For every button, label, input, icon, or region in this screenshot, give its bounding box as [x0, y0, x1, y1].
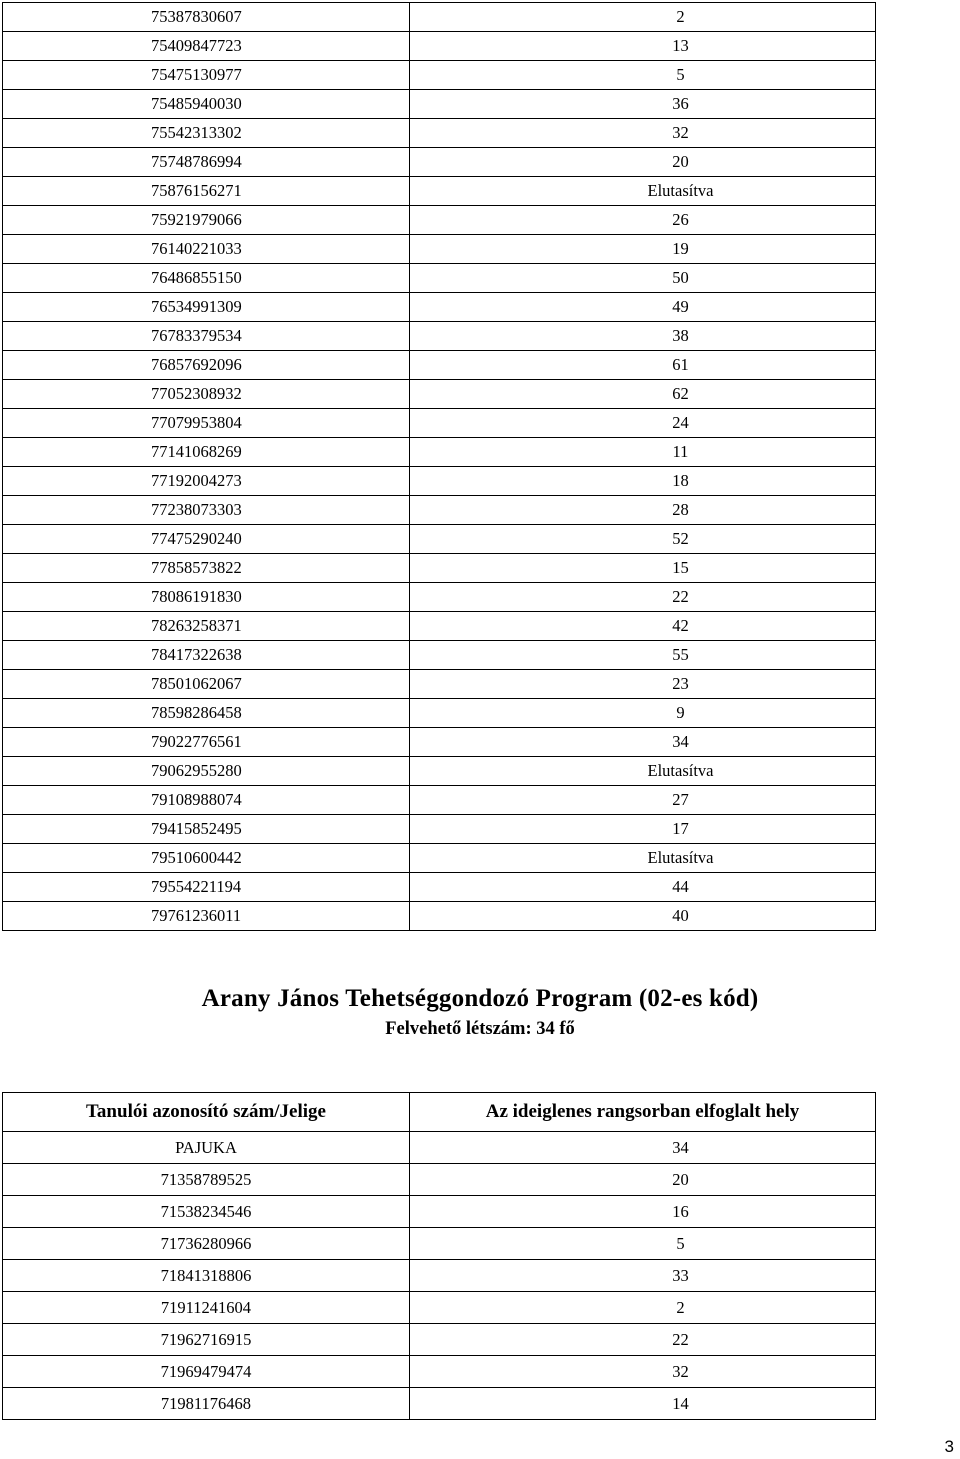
- table-row: [3, 235, 876, 264]
- table-row: [3, 1164, 876, 1196]
- table-row: [3, 728, 876, 757]
- ranking-table-body: [3, 1132, 876, 1420]
- student-id-cell: 77192004273: [3, 467, 410, 496]
- student-id-cell: PAJUKA: [3, 1132, 410, 1164]
- student-id-cell: 79022776561: [3, 728, 410, 757]
- table-row: [3, 293, 876, 322]
- page-number: 3: [944, 1437, 954, 1456]
- student-id-cell: 75876156271: [3, 177, 410, 206]
- table-row: [3, 1324, 876, 1356]
- rank-cell: Elutasítva: [410, 177, 876, 206]
- rank-cell: 24: [410, 409, 876, 438]
- rank-cell: 44: [410, 873, 876, 902]
- student-id-cell: 79554221194: [3, 873, 410, 902]
- rank-cell: 26: [410, 206, 876, 235]
- student-id-cell: 77238073303: [3, 496, 410, 525]
- rank-cell: 42: [410, 612, 876, 641]
- student-id-cell: 76783379534: [3, 322, 410, 351]
- rank-cell: 50: [410, 264, 876, 293]
- student-id-cell: 71358789525: [3, 1164, 410, 1196]
- table-row: [3, 90, 876, 119]
- rank-cell: 27: [410, 786, 876, 815]
- table-row: [3, 380, 876, 409]
- table-row: [3, 699, 876, 728]
- rank-cell: 49: [410, 293, 876, 322]
- table-row: [3, 496, 876, 525]
- rank-cell: 32: [410, 119, 876, 148]
- rank-cell: 22: [410, 583, 876, 612]
- student-id-cell: 71911241604: [3, 1292, 410, 1324]
- rank-cell: 2: [410, 1292, 876, 1324]
- rank-cell: 34: [410, 728, 876, 757]
- student-id-cell: 75409847723: [3, 32, 410, 61]
- table-header-row: [3, 1093, 876, 1132]
- student-id-cell: 75921979066: [3, 206, 410, 235]
- student-id-cell: 77079953804: [3, 409, 410, 438]
- rank-cell: 5: [410, 1228, 876, 1260]
- table-row: [3, 1260, 876, 1292]
- student-id-cell: 71969479474: [3, 1356, 410, 1388]
- student-id-cell: 71841318806: [3, 1260, 410, 1292]
- rank-cell: 33: [410, 1260, 876, 1292]
- rank-cell: 40: [410, 902, 876, 931]
- student-id-cell: 71538234546: [3, 1196, 410, 1228]
- table-row: [3, 815, 876, 844]
- table-row: [3, 351, 876, 380]
- table-row: [3, 670, 876, 699]
- table-row: [3, 554, 876, 583]
- table-row: [3, 322, 876, 351]
- table-row: [3, 148, 876, 177]
- table-row: [3, 1356, 876, 1388]
- student-id-cell: 78263258371: [3, 612, 410, 641]
- ranking-table-previous: [2, 2, 876, 931]
- rank-cell: 36: [410, 90, 876, 119]
- rank-cell: 34: [410, 1132, 876, 1164]
- student-id-cell: 77858573822: [3, 554, 410, 583]
- student-id-cell: 71981176468: [3, 1388, 410, 1420]
- student-id-cell: 76140221033: [3, 235, 410, 264]
- rank-cell: 9: [410, 699, 876, 728]
- rank-cell: 55: [410, 641, 876, 670]
- rank-cell: 20: [410, 1164, 876, 1196]
- rank-cell: 20: [410, 148, 876, 177]
- rank-cell: 14: [410, 1388, 876, 1420]
- table-row: [3, 1228, 876, 1260]
- rank-cell: 32: [410, 1356, 876, 1388]
- student-id-cell: 75485940030: [3, 90, 410, 119]
- table-row: [3, 1388, 876, 1420]
- rank-cell: 62: [410, 380, 876, 409]
- table-row: [3, 409, 876, 438]
- student-id-cell: 79415852495: [3, 815, 410, 844]
- student-id-cell: 71736280966: [3, 1228, 410, 1260]
- rank-cell: 19: [410, 235, 876, 264]
- student-id-cell: 77475290240: [3, 525, 410, 554]
- table-row: [3, 1132, 876, 1164]
- rank-cell: 61: [410, 351, 876, 380]
- rank-cell: 22: [410, 1324, 876, 1356]
- student-id-cell: 77052308932: [3, 380, 410, 409]
- student-id-cell: 79108988074: [3, 786, 410, 815]
- rank-cell: 2: [410, 3, 876, 32]
- student-id-cell: 76486855150: [3, 264, 410, 293]
- table-row: [3, 1196, 876, 1228]
- table-row: [3, 119, 876, 148]
- ranking-table-body: [3, 3, 876, 931]
- student-id-cell: 79510600442: [3, 844, 410, 873]
- student-id-cell: 75748786994: [3, 148, 410, 177]
- table-row: [3, 757, 876, 786]
- student-id-cell: 76857692096: [3, 351, 410, 380]
- table-row: [3, 525, 876, 554]
- rank-cell: 18: [410, 467, 876, 496]
- table-row: [3, 3, 876, 32]
- table-row: [3, 177, 876, 206]
- rank-cell: 5: [410, 61, 876, 90]
- ranking-table-arany-janos: [2, 1092, 876, 1420]
- rank-cell: Elutasítva: [410, 757, 876, 786]
- student-id-cell: 79761236011: [3, 902, 410, 931]
- student-id-cell: 78598286458: [3, 699, 410, 728]
- student-id-cell: 77141068269: [3, 438, 410, 467]
- table-row: [3, 873, 876, 902]
- table-row: [3, 32, 876, 61]
- rank-cell: 23: [410, 670, 876, 699]
- table-row: [3, 438, 876, 467]
- student-id-cell: 78501062067: [3, 670, 410, 699]
- student-id-cell: 75542313302: [3, 119, 410, 148]
- table-row: [3, 844, 876, 873]
- rank-cell: 13: [410, 32, 876, 61]
- student-id-cell: 78417322638: [3, 641, 410, 670]
- rank-cell: Elutasítva: [410, 844, 876, 873]
- column-header-student-id: Tanulói azonosító szám/Jelige: [3, 1093, 410, 1132]
- table-row: [3, 467, 876, 496]
- program-title: Arany János Tehetséggondozó Program (02-es kód): [201, 985, 759, 1012]
- table-row: [3, 641, 876, 670]
- table-row: [3, 264, 876, 293]
- student-id-cell: 75387830607: [3, 3, 410, 32]
- rank-cell: 16: [410, 1196, 876, 1228]
- rank-cell: 28: [410, 496, 876, 525]
- student-id-cell: 78086191830: [3, 583, 410, 612]
- rank-cell: 17: [410, 815, 876, 844]
- table-row: [3, 206, 876, 235]
- rank-cell: 11: [410, 438, 876, 467]
- student-id-cell: 71962716915: [3, 1324, 410, 1356]
- table-row: [3, 612, 876, 641]
- rank-cell: 38: [410, 322, 876, 351]
- table-row: [3, 786, 876, 815]
- table-row: [3, 583, 876, 612]
- rank-cell: 15: [410, 554, 876, 583]
- table-row: [3, 902, 876, 931]
- column-header-rank: Az ideiglenes rangsorban elfoglalt hely: [410, 1093, 876, 1132]
- student-id-cell: 75475130977: [3, 61, 410, 90]
- student-id-cell: 76534991309: [3, 293, 410, 322]
- capacity-line: Felvehető létszám: 34 fő: [385, 1019, 575, 1039]
- rank-cell: 52: [410, 525, 876, 554]
- table-row: [3, 61, 876, 90]
- table-row: [3, 1292, 876, 1324]
- student-id-cell: 79062955280: [3, 757, 410, 786]
